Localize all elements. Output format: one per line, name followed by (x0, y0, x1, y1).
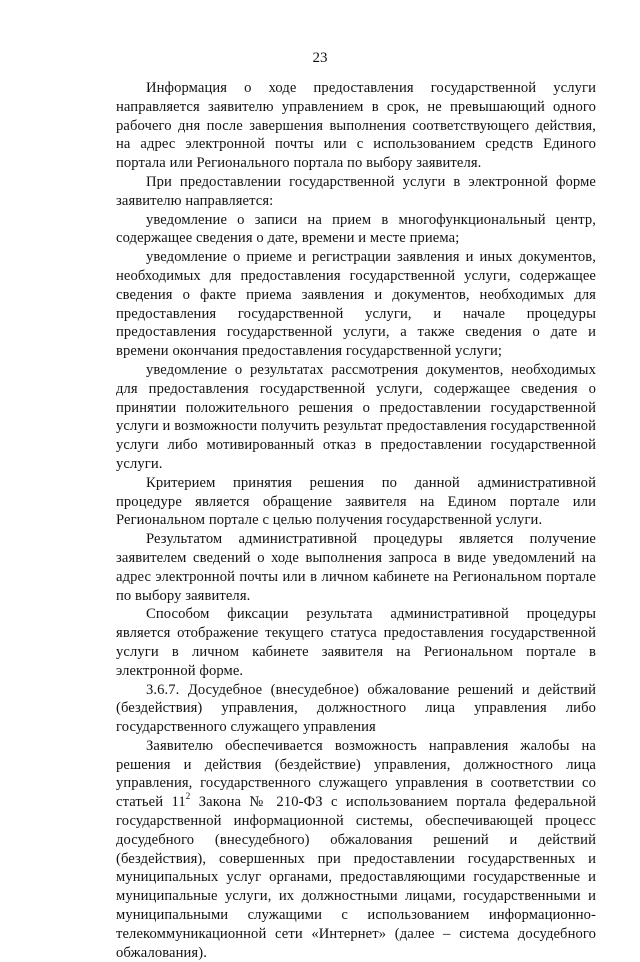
complaint-text-end: Закона № 210-ФЗ с использованием портала федеральной государственной информационной системы, обеспечивающей процесс досудебного (внесудебного) обжалования решений и действий (бездействия), совершенных при предоставлении государственных и муниципальных услуг органами, предоставляющими государственные и муниципальные услуги, их должностными лицами, государственными и муниципальными служащими с использованием информационно-телекоммуникационной сети «Интернет» (далее – система досудебного обжалования). (116, 794, 597, 961)
paragraph-section-3-6-7: 3.6.7. Досудебное (внесудебное) обжалование решений и действий (бездействия) управления, должностного лица управления либо государственного служащего управления (116, 681, 596, 736)
complaint-text-start: Заявителю обеспечивается возможность направления жалобы на решения и действия (бездействие) управления, должностного лица управления, государственного служащего управления в соответствии со статьей 11 (116, 737, 596, 811)
article-superscript: 2 (185, 791, 191, 802)
paragraph-procedure-result: Результатом административной процедуры является получение заявителем сведений о ходе выполнения запроса в виде уведомлений на адрес электронной почты или в личном кабинете на Региональном портале по выбору заявителя. (116, 531, 596, 604)
paragraph-notice-appointment: уведомление о записи на прием в многофункциональный центр, содержащее сведения о дате, времени и месте приема; (116, 211, 596, 247)
page-number: 23 (312, 50, 328, 66)
paragraph-notice-registration: уведомление о приеме и регистрации заявления и иных документов, необходимых для предоставления государственной услуги, содержащее сведения о факте приема заявления и документов, необходимых для предоставления государственной услуги, и начале процедуры предоставления государственной услуги, а также сведения о дате и времени окончания предоставления государственной услуги; (116, 249, 596, 360)
paragraph-fixation-method: Способом фиксации результата административной процедуры является отображение текущего статуса предоставления государственной услуги в личном кабинете заявителя на Региональном портале в электронной форме. (116, 606, 596, 679)
paragraph-info-delivery: Информация о ходе предоставления государственной услуги направляется заявителю управлением в срок, не превышающий одного рабочего дня после завершения выполнения соответствующего действия, на адрес электронной почты или с использованием средств Единого портала или Регионального портала по выбору заявителя. (116, 80, 596, 172)
paragraph-electronic-form: При предоставлении государственной услуги в электронной форме заявителю направляется: (116, 173, 596, 209)
document-body (116, 79, 596, 962)
paragraph-decision-criterion: Критерием принятия решения по данной административной процедуре является обращение заявителя на Едином портале или Региональном портале с целью получения государственной услуги. (116, 474, 596, 529)
paragraph-notice-results: уведомление о результатах рассмотрения документов, необходимых для предоставления государственной услуги, содержащее сведения о принятии положительного решения о предоставлении государственной услуги и возможности получить результат предоставления государственной услуги либо мотивированный отказ в предоставлении государственной услуги. (116, 361, 596, 472)
paragraph-complaint-right (116, 737, 596, 962)
